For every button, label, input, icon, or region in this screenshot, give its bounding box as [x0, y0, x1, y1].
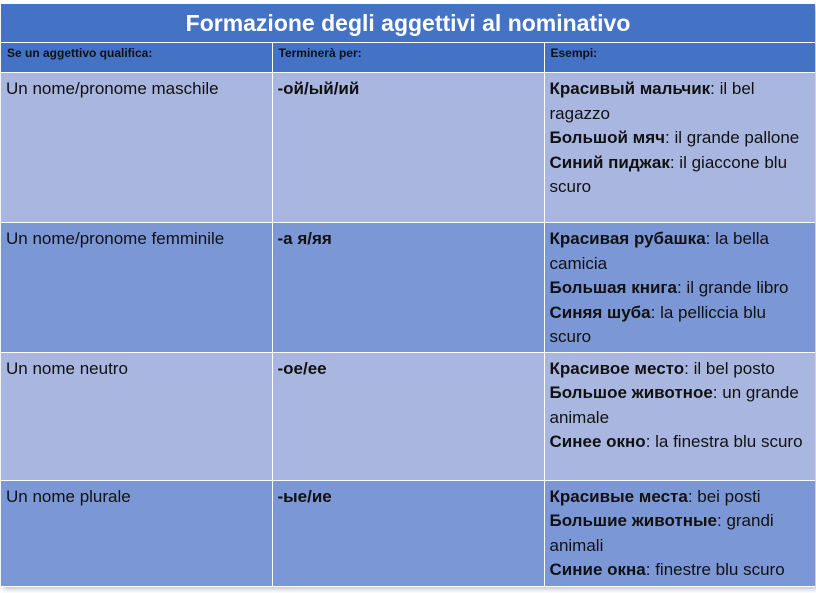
- example-italian: : grandi animali: [549, 511, 774, 555]
- example-russian: Большие животные: [549, 511, 717, 530]
- example-item: [550, 357, 811, 382]
- table-title: Formazione degli aggettivi al nominativo: [1, 4, 815, 43]
- example-item: [550, 381, 811, 430]
- examples-cell: [544, 73, 815, 223]
- example-item: [550, 276, 811, 301]
- example-russian: Большое животное: [549, 383, 713, 402]
- qualifies-cell: Un nome/pronome femminile: [1, 223, 272, 353]
- example-item: [550, 301, 811, 350]
- example-italian: : il grande pallone: [665, 128, 800, 147]
- qualifies-cell: Un nome plurale: [1, 480, 272, 586]
- adjective-table-slide: [1, 4, 815, 586]
- example-item: [550, 485, 811, 510]
- example-russian: Красивые места: [549, 486, 688, 506]
- example-italian: : bei posti: [687, 486, 761, 506]
- example-italian: : un grande animale: [549, 383, 799, 427]
- table-row-neuter: [1, 352, 815, 480]
- example-russian: Синий пиджак: [549, 152, 670, 172]
- example-item: [550, 509, 811, 558]
- table-row-plural: [1, 480, 815, 586]
- example-italian: : la finestra blu scuro: [645, 432, 803, 451]
- ending-cell: -ое/ее: [272, 352, 544, 480]
- adjective-formation-table: [1, 4, 815, 587]
- header-row: [1, 43, 815, 73]
- example-item: [550, 126, 811, 151]
- example-italian: : il bel posto: [684, 358, 775, 378]
- example-italian: : il bel ragazzo: [549, 79, 755, 123]
- example-russian: Большая книга: [549, 278, 677, 297]
- header-qualifies: Se un aggettivo qualifica:: [1, 43, 272, 73]
- example-russian: Красивое место: [549, 358, 685, 378]
- qualifies-cell: Un nome/pronome maschile: [1, 73, 272, 223]
- example-italian: : finestre blu scuro: [645, 560, 785, 579]
- example-italian: : la bella camicia: [549, 229, 769, 273]
- example-russian: Красивая рубашка: [549, 229, 706, 248]
- example-russian: Синяя шуба: [549, 302, 651, 322]
- example-russian: Большой мяч: [549, 128, 666, 147]
- ending-cell: -а я/яя: [272, 223, 544, 353]
- qualifies-cell: Un nome neutro: [1, 352, 272, 480]
- example-italian: : il grande libro: [676, 278, 789, 297]
- header-ending: Terminerà per:: [272, 43, 544, 73]
- example-item: [550, 558, 811, 583]
- example-item: [550, 227, 811, 276]
- examples-cell: [544, 352, 815, 480]
- table-row-feminine: [1, 223, 815, 353]
- example-italian: : la pelliccia blu scuro: [549, 302, 766, 346]
- ending-cell: -ой/ый/ий: [272, 73, 544, 223]
- example-item: [550, 77, 811, 126]
- example-russian: Синие окна: [549, 560, 646, 579]
- header-examples: Esempi:: [544, 43, 815, 73]
- table-row-masculine: [1, 73, 815, 223]
- example-russian: Синее окно: [549, 432, 646, 451]
- examples-cell: [544, 480, 815, 586]
- example-russian: Красивый мальчик: [549, 79, 711, 98]
- example-item: [550, 430, 811, 455]
- example-italian: : il giaccone blu scuro: [549, 152, 788, 196]
- examples-cell: [544, 223, 815, 353]
- example-item: [550, 151, 811, 200]
- ending-cell: -ые/ие: [272, 480, 544, 586]
